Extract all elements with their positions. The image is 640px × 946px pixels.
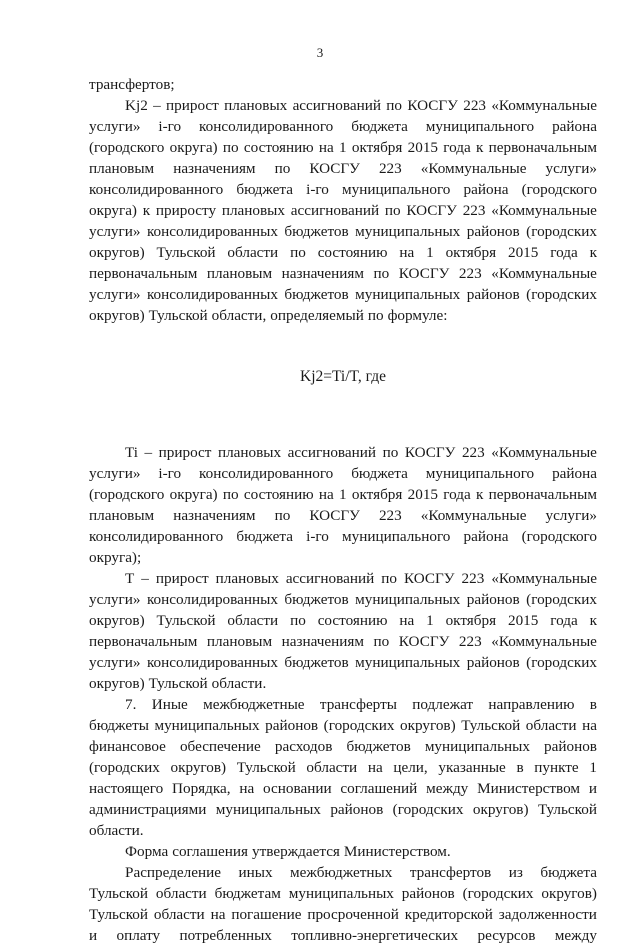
text-line: плановым назначениям по КОСГУ 223 «Коммунальные услуги» bbox=[89, 507, 597, 524]
text-line: услуги» консолидированных бюджетов муниципальных районов (городских bbox=[89, 654, 597, 671]
text-line: финансовое обеспечение расходов бюджетов муниципальных районов bbox=[89, 738, 597, 755]
text-line: округов) Тульской области по состоянию на 1 октября 2015 года к bbox=[89, 244, 597, 261]
text-line: (городского округа) по состоянию на 1 октября 2015 года к первоначальным bbox=[89, 139, 597, 156]
text-block-after-formula bbox=[89, 442, 597, 946]
text-line: услуги» i-го консолидированного бюджета муниципального района bbox=[89, 118, 597, 135]
text-line: Тульской области бюджетам муниципальных районов (городских округов) bbox=[89, 885, 597, 902]
text-line: Ti – прирост плановых ассигнований по КОСГУ 223 «Коммунальные bbox=[125, 444, 597, 461]
text-line: консолидированного бюджета i-го муниципального района (городского bbox=[89, 528, 597, 545]
text-line: бюджеты муниципальных районов (городских округов) Тульской области на bbox=[89, 717, 597, 734]
text-line: плановым назначениям по КОСГУ 223 «Коммунальные услуги» bbox=[89, 160, 597, 177]
text-line: услуги» консолидированных бюджетов муниципальных районов (городских bbox=[89, 223, 597, 240]
text-line: первоначальным плановым назначениям по КОСГУ 223 «Коммунальные bbox=[89, 633, 597, 650]
text-line: услуги» консолидированных бюджетов муниципальных районов (городских bbox=[89, 591, 597, 608]
text-line: Форма соглашения утверждается Министерством. bbox=[125, 843, 451, 860]
formula: Kj2=Ti/T, где bbox=[300, 368, 386, 385]
text-line: (городских округов) Тульской области на цели, указанные в пункте 1 bbox=[89, 759, 597, 776]
text-line: округов) Тульской области. bbox=[89, 675, 267, 692]
text-line: администрациями муниципальных районов (городских округов) Тульской bbox=[89, 801, 597, 818]
text-line: Распределение иных межбюджетных трансфертов из бюджета bbox=[125, 864, 597, 881]
text-line: 7. Иные межбюджетные трансферты подлежат направлению в bbox=[125, 696, 597, 713]
text-line: трансфертов; bbox=[89, 76, 175, 93]
text-line: и оплату потребленных топливно-энергетических ресурсов между bbox=[89, 927, 597, 944]
text-line: (городского округа) по состоянию на 1 октября 2015 года к первоначальным bbox=[89, 486, 597, 503]
text-line: услуги» консолидированных бюджетов муниципальных районов (городских bbox=[89, 286, 597, 303]
text-line: настоящего Порядка, на основании соглашений между Министерством и bbox=[89, 780, 597, 797]
text-line: Kj2 – прирост плановых ассигнований по КОСГУ 223 «Коммунальные bbox=[125, 97, 597, 114]
page-number: 3 bbox=[316, 45, 324, 60]
text-line: Тульской области на погашение просроченной кредиторской задолженности bbox=[89, 906, 597, 923]
text-line: услуги» i-го консолидированного бюджета муниципального района bbox=[89, 465, 597, 482]
text-line: первоначальным плановым назначениям по КОСГУ 223 «Коммунальные bbox=[89, 265, 597, 282]
text-line: округов) Тульской области по состоянию на 1 октября 2015 года к bbox=[89, 612, 597, 629]
document-body bbox=[89, 74, 597, 946]
text-block-before-formula bbox=[89, 74, 597, 326]
text-line: области. bbox=[89, 822, 144, 839]
text-line: консолидированного бюджета i-го муниципального района (городского bbox=[89, 181, 597, 198]
formula-area bbox=[89, 326, 597, 442]
text-line: округа); bbox=[89, 549, 142, 566]
text-line: округов) Тульской области, определяемый по формуле: bbox=[89, 307, 448, 324]
text-line: округа) к приросту плановых ассигнований по КОСГУ 223 «Коммунальные bbox=[89, 202, 597, 219]
text-line: T – прирост плановых ассигнований по КОСГУ 223 «Коммунальные bbox=[125, 570, 597, 587]
